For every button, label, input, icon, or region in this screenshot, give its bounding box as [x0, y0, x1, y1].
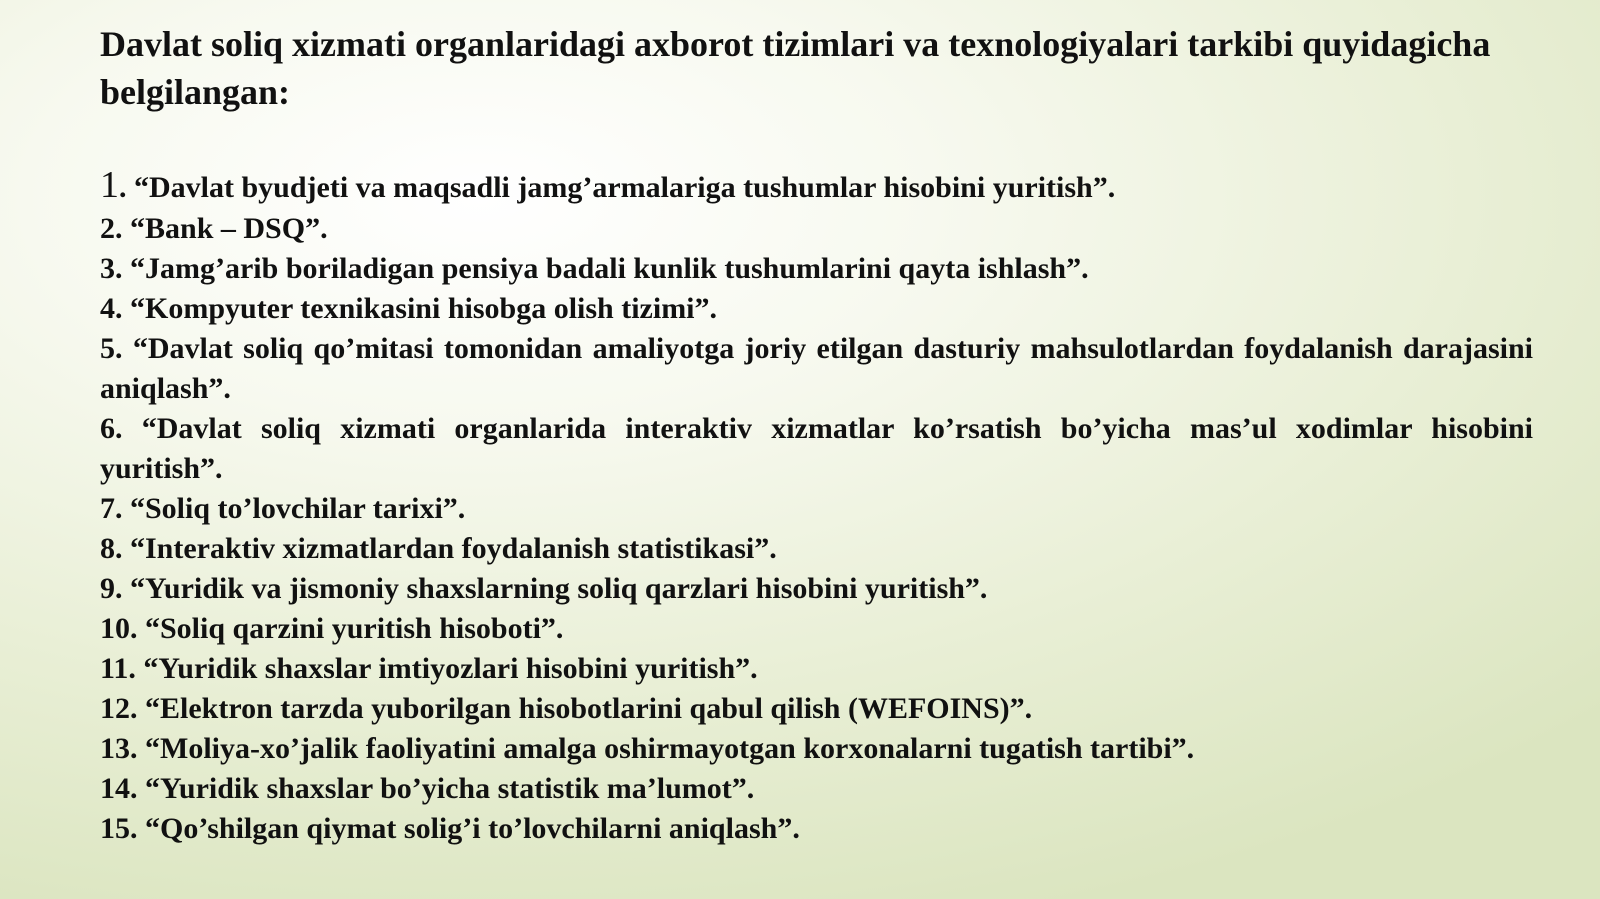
list-item-separator: .: [115, 572, 130, 605]
list-item-text: “Qo’shilgan qiymat solig’i to’lovchilarni aniqlash”.: [145, 812, 800, 845]
slide-heading: Davlat soliq xizmati organlaridagi axborot tizimlari va texnologiyalari tarkibi quyidagicha belgilangan:: [100, 24, 1491, 112]
list-item-number: 14: [100, 772, 130, 805]
list-item-separator: .: [115, 212, 130, 245]
list-item-separator: .: [115, 532, 130, 565]
list-item-separator: .: [130, 812, 145, 845]
list-item-separator: .: [115, 412, 142, 445]
list-item-text: “Soliq qarzini yuritish hisoboti”.: [145, 612, 564, 645]
list-item: [100, 769, 1533, 809]
list-item-text: “Davlat soliq qo’mitasi tomonidan amaliyotga joriy etilgan dasturiy mahsulotlardan foydalanish darajasini aniqlash”.: [100, 332, 1534, 405]
list-item-number: 13: [100, 732, 130, 765]
list-item: [100, 289, 1533, 329]
list-item-number: 9: [100, 572, 115, 605]
list-item: [100, 409, 1533, 489]
list-item-number: 8: [100, 532, 115, 565]
list-item-number: 10: [100, 612, 130, 645]
list-item-number: 5: [100, 332, 115, 365]
list-item-separator: .: [130, 612, 145, 645]
list-item-separator: .: [128, 652, 144, 685]
list-item: [100, 209, 1533, 249]
list-item-text: “Davlat byudjeti va maqsadli jamg’armalariga tushumlar hisobini yuritish”.: [134, 171, 1116, 204]
list-item-text: “Yuridik shaxslar imtiyozlari hisobini yuritish”.: [143, 652, 758, 685]
list-item-number: 7: [100, 492, 115, 525]
list-item-text: “Moliya-xo’jalik faoliyatini amalga oshirmayotgan korxonalarni tugatish tartibi”.: [145, 732, 1195, 765]
list-item-number: 1: [100, 164, 119, 206]
list-item-number: 12: [100, 692, 130, 725]
list-item: [100, 249, 1533, 289]
list-item: [100, 609, 1533, 649]
list-item: [100, 489, 1533, 529]
list-item-text: “Davlat soliq xizmati organlarida interaktiv xizmatlar ko’rsatish bo’yicha mas’ul xodimlar hisobini yuritish”.: [100, 412, 1533, 485]
list-item-separator: .: [115, 252, 130, 285]
list-item-separator: .: [115, 492, 130, 525]
list-item: [100, 529, 1533, 569]
list-item-text: “Yuridik shaxslar bo’yicha statistik ma’lumot”.: [145, 772, 755, 805]
list-item-separator: .: [130, 692, 145, 725]
list-item: [100, 329, 1533, 409]
list-item-number: 15: [100, 812, 130, 845]
list-item-number: 4: [100, 292, 115, 325]
list-item-text: “Yuridik va jismoniy shaxslarning soliq qarzlari hisobini yuritish”.: [130, 572, 988, 605]
list-item-text: “Soliq to’lovchilar tarixi”.: [130, 492, 466, 525]
list-item: [100, 809, 1533, 849]
list-item-separator: .: [130, 772, 145, 805]
list-item-text: “Bank – DSQ”.: [130, 212, 328, 245]
list-item-text: “Kompyuter texnikasini hisobga olish tizimi”.: [130, 292, 718, 325]
list-item: [100, 729, 1533, 769]
list-item-text: “Elektron tarzda yuborilgan hisobotlarini qabul qilish (WEFOINS)”.: [145, 692, 1033, 725]
list-item-text: “Jamg’arib boriladigan pensiya badali kunlik tushumlarini qayta ishlash”.: [130, 252, 1089, 285]
list-item-text: “Interaktiv xizmatlardan foydalanish statistikasi”.: [130, 532, 777, 565]
list-item-separator: .: [119, 171, 134, 204]
list-item: [100, 689, 1533, 729]
list-item: [100, 649, 1533, 689]
list-item-separator: .: [115, 292, 130, 325]
systems-list: [100, 164, 1533, 849]
list-item-number: 3: [100, 252, 115, 285]
list-item-number: 11: [100, 652, 129, 685]
list-item-separator: .: [115, 332, 133, 365]
list-item-number: 2: [100, 212, 115, 245]
list-item: [100, 164, 1533, 209]
list-item: [100, 569, 1533, 609]
list-item-number: 6: [100, 412, 115, 445]
list-item-separator: .: [130, 732, 145, 765]
